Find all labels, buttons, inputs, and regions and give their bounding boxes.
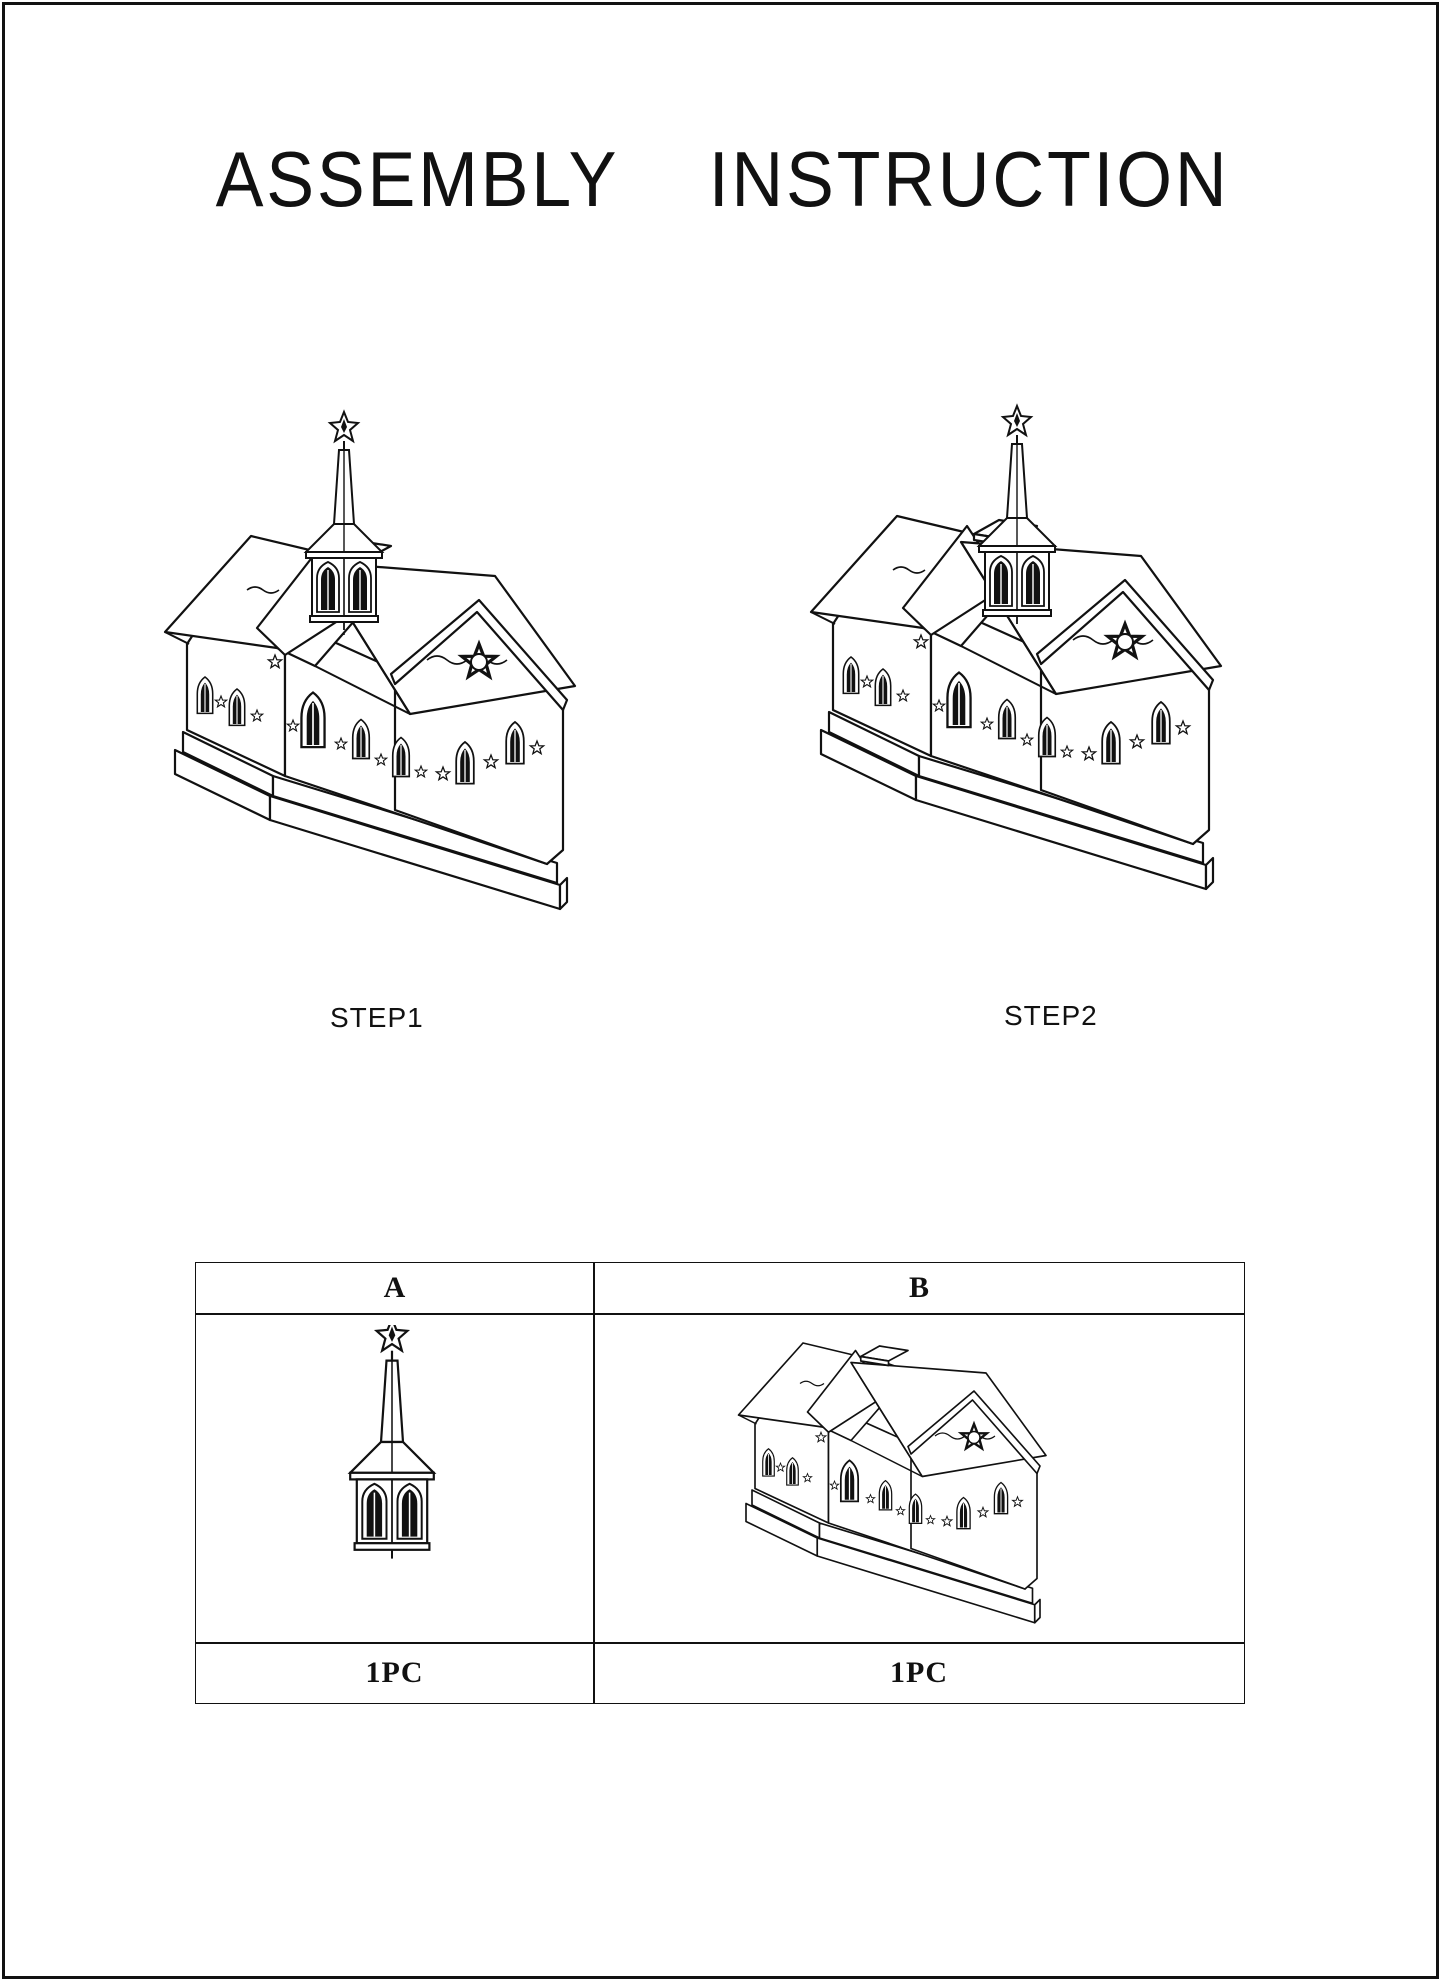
church-exploded-view-icon — [165, 412, 575, 909]
step2-illustration — [808, 400, 1258, 920]
part-a-quantity: 1PC — [365, 1656, 424, 1689]
parts-table-divider — [593, 1263, 595, 1703]
parts-table-header-rule — [196, 1313, 1244, 1315]
part-b-quantity: 1PC — [890, 1656, 948, 1689]
church-body-icon — [731, 1331, 1061, 1631]
church-assembled-view-icon — [811, 406, 1221, 889]
steeple-icon — [332, 1325, 452, 1637]
parts-table — [195, 1262, 1245, 1704]
step1-label: STEP1 — [330, 1002, 424, 1033]
page-title: ASSEMBLY INSTRUCTION — [215, 135, 1230, 223]
part-a-header: A — [383, 1271, 406, 1304]
step1-illustration — [160, 400, 580, 940]
step2-label: STEP2 — [1004, 1000, 1098, 1031]
part-b-header: B — [908, 1271, 929, 1304]
